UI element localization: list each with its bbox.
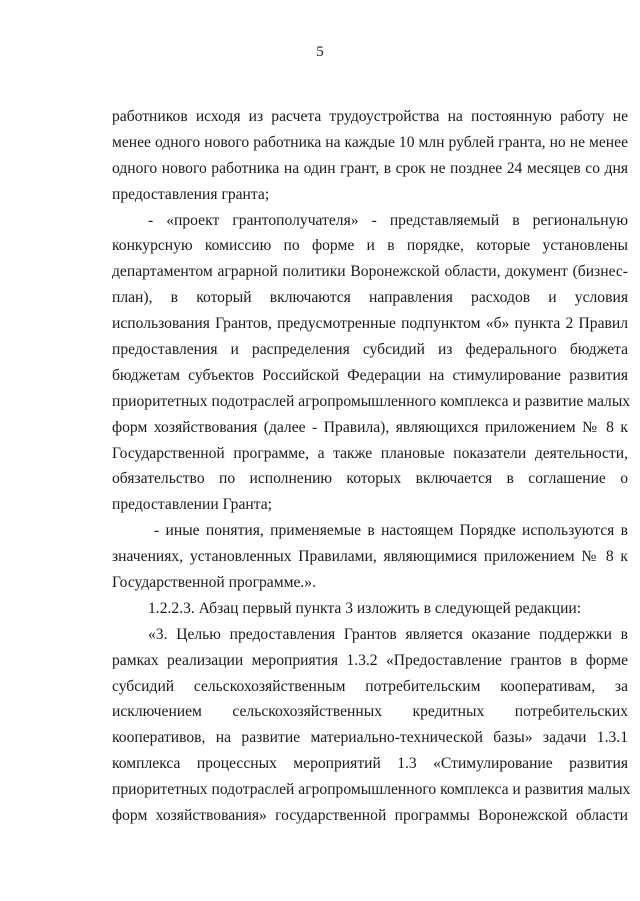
text-line: использования Грантов, предусмотренные подпунктом «б» пункта 2 Правил [112,315,628,333]
text-line: - иные понятия, применяемые в настоящем Порядке используются в [154,522,628,540]
document-body [112,104,631,829]
text-line: предоставления и распределения субсидий из федерального бюджета [112,341,628,359]
text-line: обязательство по исполнению которых включается в соглашение о [112,470,628,488]
text-line: исключением сельскохозяйственных кредитных потребительских [112,703,628,721]
text-line: департаментом аграрной политики Воронежской области, документ (бизнес- [112,263,628,281]
text-line: менее одного нового работника на каждые 10 млн рублей гранта, но не менее [112,133,628,151]
text-line: предоставления гранта; [112,185,270,203]
text-line: кооперативов, на развитие материально-технической базы» задачи 1.3.1 [112,729,628,747]
text-line: - «проект грантополучателя» - представляемый в региональную [148,211,628,229]
text-line: форм хозяйствования» государственной программы Воронежской области [112,807,628,825]
text-line: предоставлении Гранта; [112,496,272,514]
text-line: рамках реализации мероприятия 1.3.2 «Предоставление грантов в форме [112,651,628,669]
text-line: приоритетных подотраслей агропромышленного комплекса и развития малых [112,781,631,799]
text-line: комплекса процессных мероприятий 1.3 «Стимулирование развития [112,755,628,773]
text-line: Государственной программе.». [112,574,316,592]
text-line: форм хозяйствования (далее - Правила), являющихся приложением № 8 к [112,418,628,436]
text-line: одного нового работника на один грант, в срок не позднее 24 месяцев со дня [112,159,628,177]
text-line: конкурсную комиссию по форме и в порядке, которые установлены [112,237,628,255]
text-line: Государственной программе, а также плановые показатели деятельности, [112,444,628,462]
page-number: 5 [316,44,324,60]
text-line: субсидий сельскохозяйственным потребительским кооперативам, за [112,677,628,695]
text-line: 1.2.2.3. Абзац первый пункта 3 изложить в следующей редакции: [148,599,582,617]
text-line: «3. Целью предоставления Грантов является оказание поддержки в [148,625,628,643]
text-line: значениях, установленных Правилами, являющимися приложением № 8 к [112,548,628,566]
text-line: работников исходя из расчета трудоустройства на постоянную работу не [112,108,628,125]
text-line: приоритетных подотраслей агропромышленного комплекса и развитие малых [112,392,631,410]
text-line: бюджетам субъектов Российской Федерации на стимулирование развития [112,366,628,384]
text-line: план), в который включаются направления расходов и условия [112,289,628,307]
